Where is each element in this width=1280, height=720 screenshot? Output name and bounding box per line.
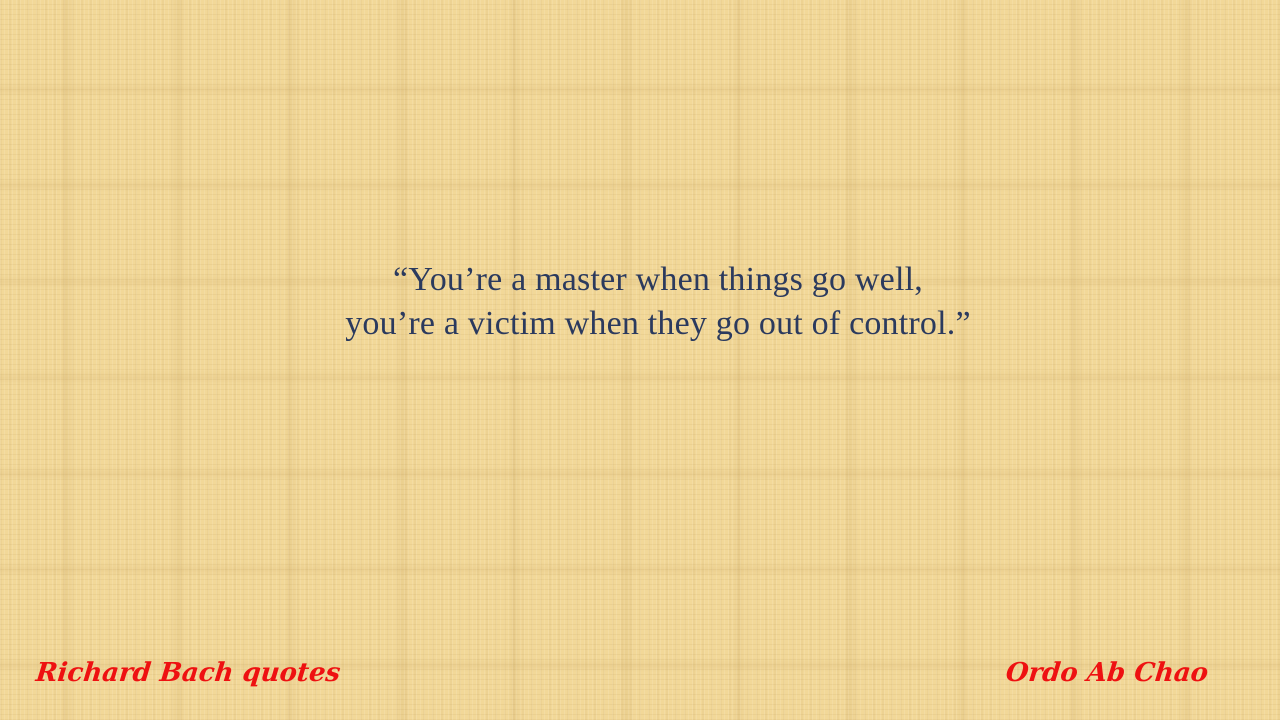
author-caption: Richard Bach quotes [34,658,342,688]
quote-text [0,258,1280,346]
quote-line-1: “You’re a master when things go well, [393,261,923,298]
quote-line-2: you’re a victim when they go out of control.” [345,305,971,342]
brand-caption: Ordo Ab Chao [1004,658,1210,688]
